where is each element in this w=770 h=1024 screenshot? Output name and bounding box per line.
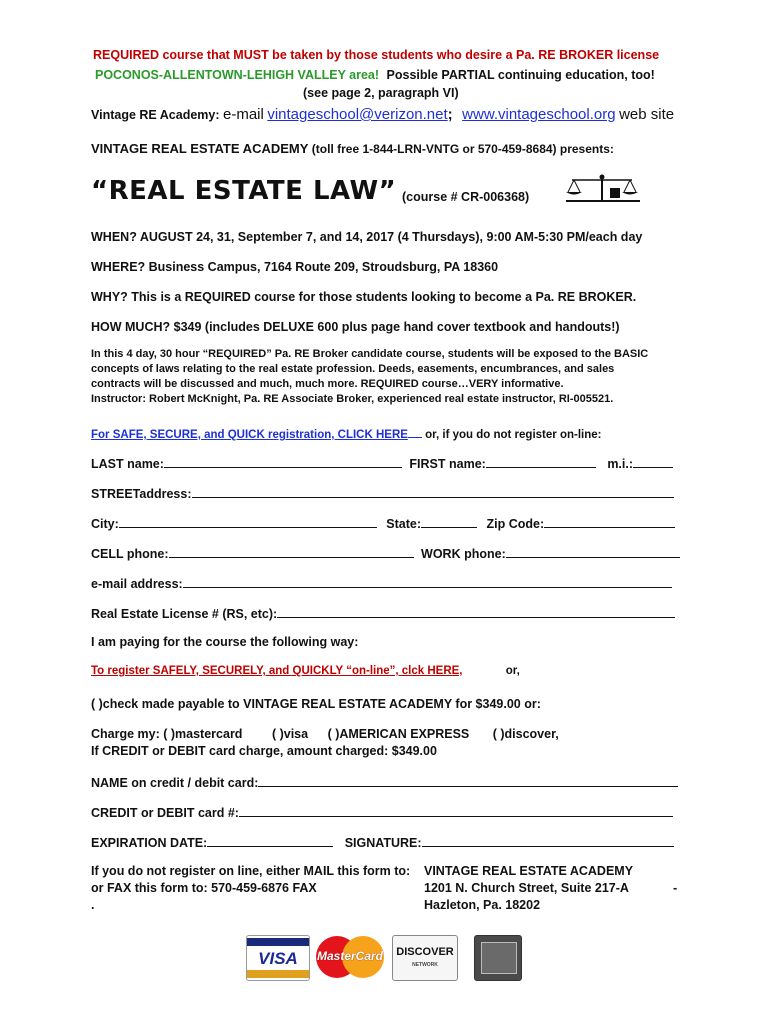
visa-logo-text: VISA bbox=[258, 949, 298, 968]
discover-logo bbox=[392, 935, 458, 981]
card-number-row bbox=[91, 804, 673, 820]
amex-option[interactable]: ( )AMERICAN EXPRESS bbox=[327, 727, 470, 741]
discover-logo-subtext: NETWORK bbox=[412, 962, 438, 968]
online-payment-row bbox=[91, 665, 520, 678]
mailing-address-line-1: VINTAGE REAL ESTATE ACADEMY bbox=[424, 864, 634, 878]
description-line: In this 4 day, 30 hour “REQUIRED” Pa. RE Broker candidate course, students will be exposed to the BASIC bbox=[91, 348, 649, 360]
cell-phone-label: CELL phone: bbox=[91, 547, 169, 561]
when-line: WHEN? AUGUST 24, 31, September 7, and 14, 2017 (4 Thursdays), 9:00 AM-5:30 PM/each day bbox=[91, 230, 643, 244]
contact-prefix: Vintage RE Academy: bbox=[91, 108, 220, 122]
expiration-row bbox=[91, 834, 674, 850]
email-address-field[interactable] bbox=[183, 575, 672, 588]
online-or-text: or, bbox=[505, 665, 520, 677]
scales-of-justice-icon bbox=[558, 172, 646, 204]
license-row bbox=[91, 605, 675, 621]
email-label: e-mail bbox=[223, 106, 264, 123]
phone-row bbox=[91, 545, 680, 561]
visa-logo bbox=[246, 935, 310, 981]
city-label: City: bbox=[91, 517, 119, 531]
visa-option[interactable]: ( )visa bbox=[271, 727, 309, 741]
license-field[interactable] bbox=[277, 605, 675, 618]
mailing-address-line-2: 1201 N. Church Street, Suite 217-A bbox=[424, 881, 629, 895]
last-name-label: LAST name: bbox=[91, 457, 164, 471]
toll-free-info: (toll free 1-844-LRN-VNTG or 570-459-8684) presents: bbox=[311, 142, 614, 156]
header-line-1: REQUIRED course that MUST be taken by those students who desire a Pa. RE BROKER license bbox=[93, 48, 660, 62]
amex-logo bbox=[474, 935, 522, 981]
where-line: WHERE? Business Campus, 7164 Route 209, Stroudsburg, PA 18360 bbox=[91, 260, 499, 274]
email-link[interactable]: vintageschool@verizon.net bbox=[267, 106, 448, 123]
expiration-field[interactable] bbox=[207, 834, 333, 847]
email-address-label: e-mail address: bbox=[91, 577, 183, 591]
card-name-field[interactable] bbox=[258, 774, 678, 787]
state-label: State: bbox=[386, 517, 421, 531]
check-option[interactable]: ( )check made payable to VINTAGE REAL ESTATE ACADEMY for $349.00 or: bbox=[91, 697, 541, 711]
city-row bbox=[91, 515, 675, 531]
amount-line: If CREDIT or DEBIT card charge, amount charged: $349.00 bbox=[91, 744, 437, 758]
card-name-row bbox=[91, 774, 678, 790]
header-line-3: (see page 2, paragraph VI) bbox=[303, 86, 459, 100]
academy-name: VINTAGE REAL ESTATE ACADEMY bbox=[91, 141, 309, 156]
contact-separator: ; bbox=[447, 106, 453, 123]
mastercard-logo-text: MasterCard bbox=[316, 949, 384, 963]
description-line: Instructor: Robert McKnight, Pa. RE Associate Broker, experienced real estate instructor, RI-005521. bbox=[91, 393, 614, 405]
mail-instructions: If you do not register on line, either MAIL this form to: bbox=[91, 864, 411, 878]
header-line-2 bbox=[95, 68, 655, 82]
city-field[interactable] bbox=[119, 515, 377, 528]
mastercard-option[interactable]: Charge my: ( )mastercard bbox=[91, 727, 243, 741]
card-number-field[interactable] bbox=[239, 804, 673, 817]
last-name-field[interactable] bbox=[164, 455, 402, 468]
discover-option[interactable]: ( )discover, bbox=[492, 727, 559, 741]
signature-label: SIGNATURE: bbox=[344, 836, 422, 850]
license-label: Real Estate License # (RS, etc): bbox=[91, 607, 278, 621]
card-number-label: CREDIT or DEBIT card #: bbox=[91, 806, 239, 820]
discover-logo-text: DISCOVER bbox=[396, 946, 454, 958]
charge-row bbox=[91, 727, 559, 741]
registration-line bbox=[91, 425, 601, 442]
register-online-link[interactable]: For SAFE, SECURE, and QUICK registration, CLICK HERE bbox=[91, 429, 408, 441]
why-line: WHY? This is a REQUIRED course for those students looking to become a Pa. RE BROKER. bbox=[91, 290, 637, 304]
register-offline-text: or, if you do not register on-line: bbox=[425, 429, 602, 441]
street-field[interactable] bbox=[192, 485, 674, 498]
mailing-dot: . bbox=[91, 898, 95, 912]
email-row bbox=[91, 575, 672, 591]
partial-ce-text: Possible PARTIAL continuing education, too! bbox=[386, 68, 655, 82]
fax-instructions: or FAX this form to: 570-459-6876 FAX bbox=[91, 881, 317, 895]
mastercard-logo bbox=[314, 935, 386, 979]
mi-label: m.i.: bbox=[607, 457, 634, 471]
zip-label: Zip Code: bbox=[486, 517, 545, 531]
region-text: POCONOS-ALLENTOWN-LEHIGH VALLEY area! bbox=[95, 68, 380, 82]
expiration-label: EXPIRATION DATE: bbox=[91, 836, 208, 850]
course-description bbox=[91, 347, 691, 407]
first-name-field[interactable] bbox=[486, 455, 596, 468]
link-underline bbox=[408, 425, 422, 438]
zip-field[interactable] bbox=[544, 515, 675, 528]
contact-line bbox=[91, 106, 674, 123]
website-link[interactable]: www.vintageschool.org bbox=[462, 106, 616, 123]
description-line: concepts of laws relating to the real estate profession. Deeds, easements, encumbrances, and sales bbox=[91, 363, 615, 375]
presents-line bbox=[91, 142, 614, 157]
how-much-line: HOW MUCH? $349 (includes DELUXE 600 plus page hand cover textbook and handouts!) bbox=[91, 320, 620, 334]
name-row bbox=[91, 455, 673, 471]
course-title: “REAL ESTATE LAW” bbox=[91, 176, 397, 206]
website-suffix: web site bbox=[619, 106, 675, 123]
description-line: contracts will be discussed and much, much more. REQUIRED course…VERY informative. bbox=[91, 378, 564, 390]
signature-field[interactable] bbox=[422, 834, 674, 847]
state-field[interactable] bbox=[421, 515, 477, 528]
paying-heading: I am paying for the course the following way: bbox=[91, 635, 359, 649]
cell-phone-field[interactable] bbox=[169, 545, 414, 558]
mi-field[interactable] bbox=[633, 455, 673, 468]
work-phone-label: WORK phone: bbox=[421, 547, 506, 561]
course-number: (course # CR-006368) bbox=[402, 190, 530, 204]
work-phone-field[interactable] bbox=[506, 545, 680, 558]
mailing-dash: - bbox=[673, 881, 678, 895]
street-label: STREETaddress: bbox=[91, 487, 192, 501]
mailing-address-line-3: Hazleton, Pa. 18202 bbox=[424, 898, 541, 912]
pay-online-link[interactable]: To register SAFELY, SECURELY, and QUICKLY “on-line”, clck HERE, bbox=[91, 665, 463, 677]
street-row bbox=[91, 485, 674, 501]
card-name-label: NAME on credit / debit card: bbox=[91, 776, 259, 790]
first-name-label: FIRST name: bbox=[409, 457, 486, 471]
